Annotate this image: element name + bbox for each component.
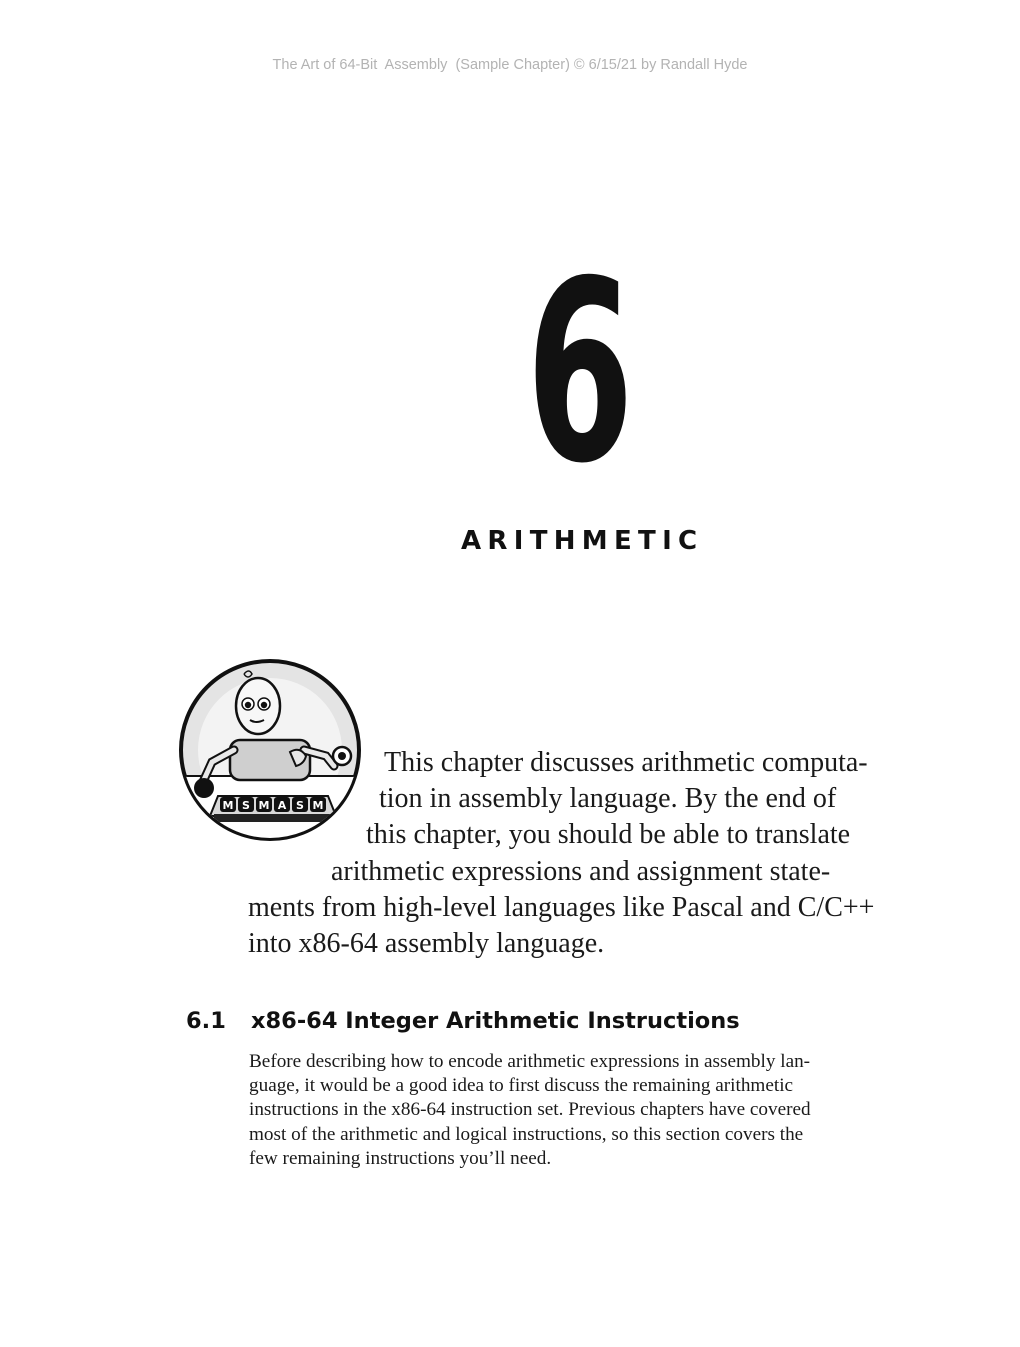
- body-text-line: few remaining instructions you’ll need.: [249, 1148, 552, 1169]
- chapter-title: ARITHMETIC: [461, 526, 704, 556]
- section-number: 6.1: [186, 1008, 226, 1034]
- key-letter: A: [277, 799, 287, 812]
- chapter-number: 6: [526, 227, 634, 518]
- key-letter: M: [258, 799, 270, 812]
- intro-text-line: into x86-64 assembly language.: [248, 928, 605, 959]
- body-text-line: most of the arithmetic and logical instructions, so this section covers the: [249, 1124, 804, 1145]
- robot-mascot-illustration: [178, 658, 362, 842]
- body-text-line: guage, it would be a good idea to first discuss the remaining arithmetic: [249, 1075, 794, 1096]
- body-text-line: Before describing how to encode arithmetic expressions in assembly lan-: [249, 1051, 811, 1072]
- key-letter: M: [222, 799, 234, 812]
- key-letter: M: [312, 799, 324, 812]
- intro-text-line: this chapter, you should be able to translate: [366, 819, 851, 850]
- intro-text-line: This chapter discusses arithmetic computa-: [384, 747, 868, 778]
- section-title: x86-64 Integer Arithmetic Instructions: [251, 1008, 740, 1034]
- intro-text-line: ments from high-level languages like Pascal and C/C++: [248, 892, 875, 923]
- key-letter: S: [242, 799, 250, 812]
- running-header: The Art of 64-Bit Assembly (Sample Chapter) © 6/15/21 by Randall Hyde: [272, 57, 748, 73]
- intro-text-line: tion in assembly language. By the end of: [379, 783, 837, 814]
- intro-text-line: arithmetic expressions and assignment state-: [331, 856, 831, 887]
- key-letter: S: [296, 799, 304, 812]
- body-text-line: instructions in the x86-64 instruction set. Previous chapters have covered: [249, 1099, 811, 1120]
